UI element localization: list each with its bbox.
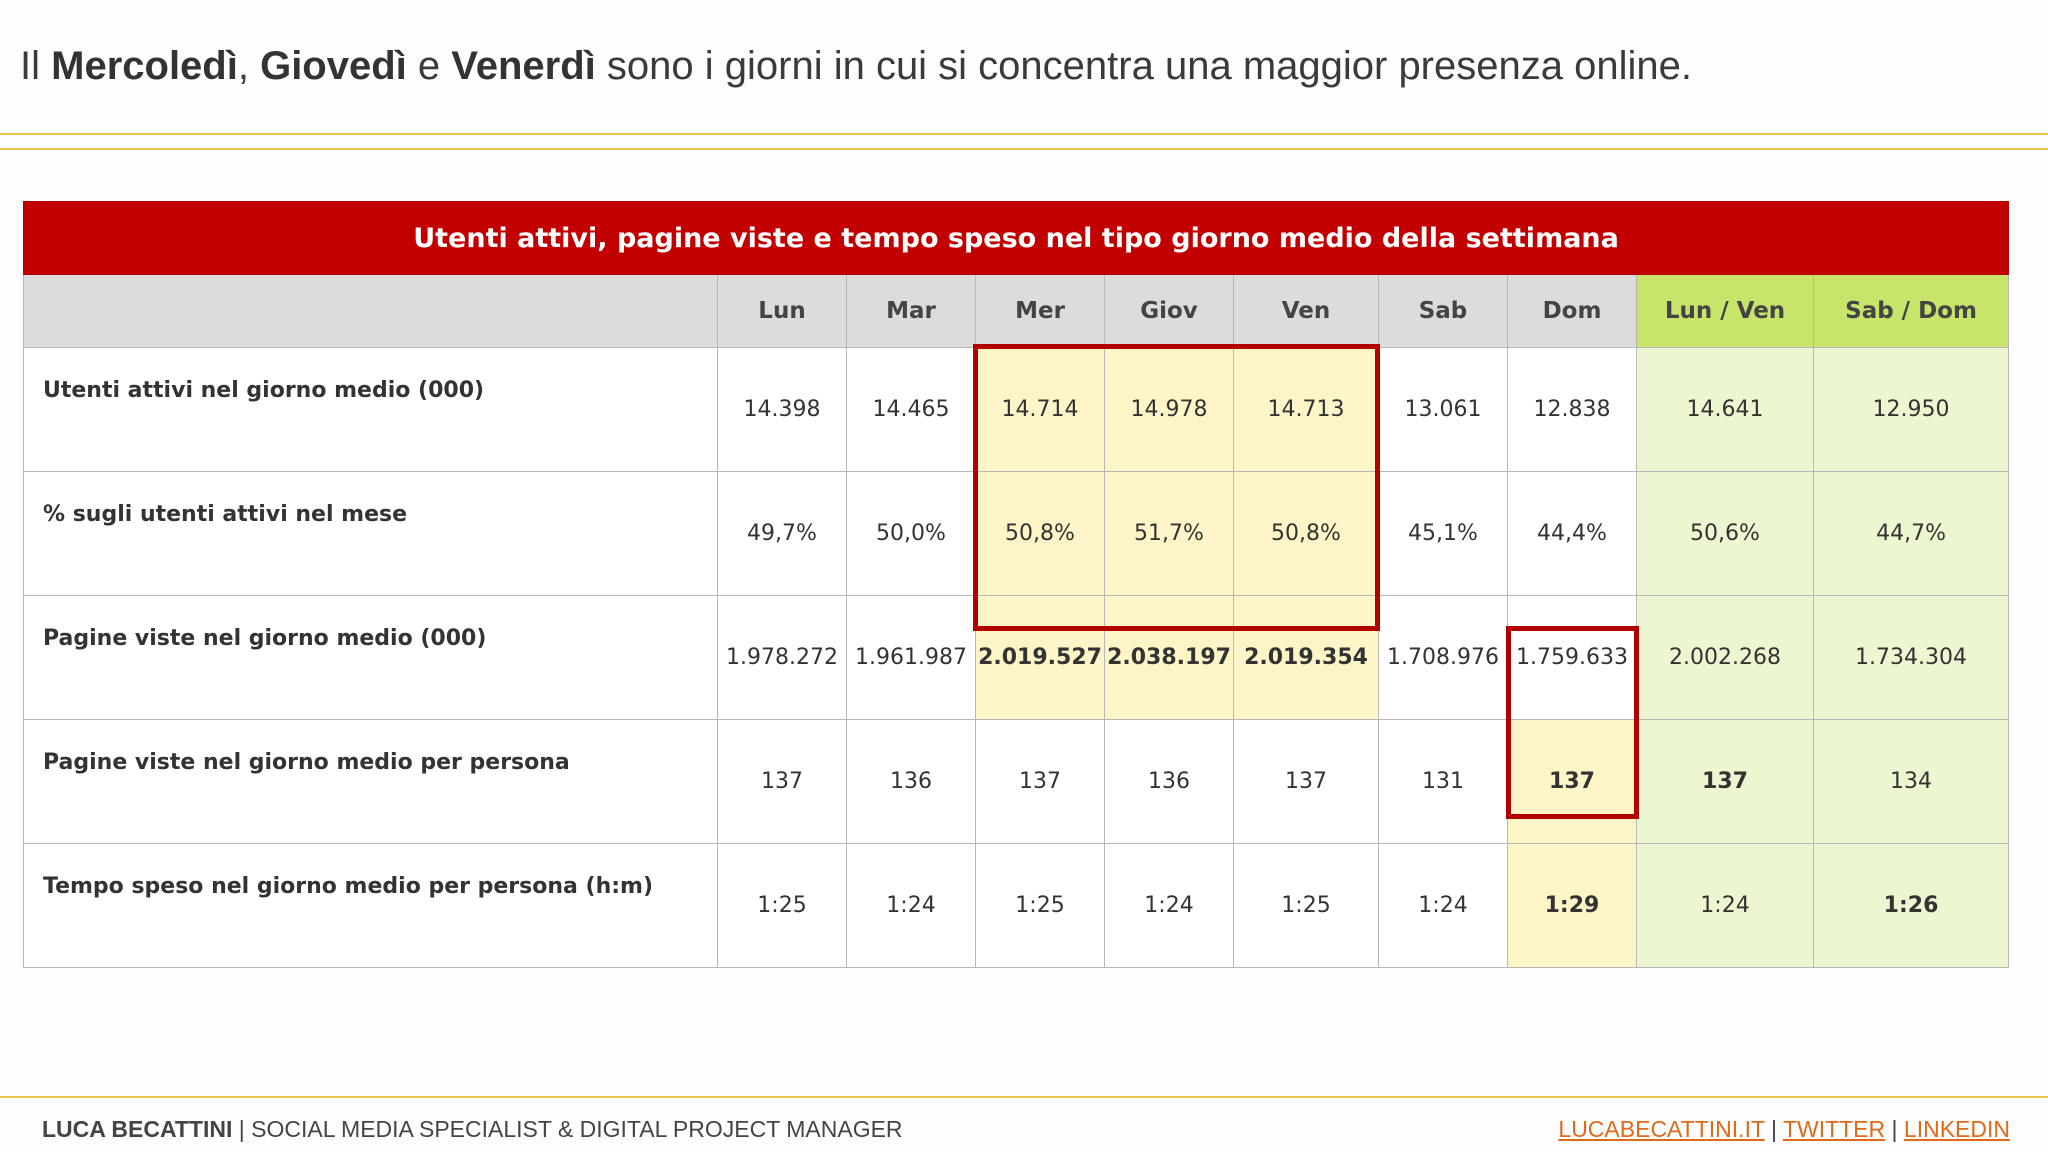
table-cell: 1:29	[1508, 844, 1637, 968]
author-role: | SOCIAL MEDIA SPECIALIST & DIGITAL PROJECT MANAGER	[232, 1116, 903, 1142]
table-cell: 1:25	[976, 844, 1105, 968]
table-cell: 44,7%	[1814, 472, 2009, 596]
table-row	[24, 720, 2009, 844]
table-cell: 49,7%	[718, 472, 847, 596]
table-cell: 134	[1814, 720, 2009, 844]
column-header: Sab	[1379, 275, 1508, 348]
table-cell: 14.641	[1637, 348, 1814, 472]
table-cell: 44,4%	[1508, 472, 1637, 596]
table-cell: 137	[976, 720, 1105, 844]
table-cell: 137	[1234, 720, 1379, 844]
table-cell: 1.978.272	[718, 596, 847, 720]
column-header-row	[24, 275, 2009, 348]
table-cell: 14.398	[718, 348, 847, 472]
table-cell: 1:25	[1234, 844, 1379, 968]
headline-text: e	[406, 44, 452, 88]
table-cell: 13.061	[1379, 348, 1508, 472]
table-cell: 1:24	[1105, 844, 1234, 968]
column-header: Mer	[976, 275, 1105, 348]
table-cell: 50,8%	[976, 472, 1105, 596]
footer-divider	[0, 1096, 2048, 1098]
table-cell: 136	[847, 720, 976, 844]
table-cell: 14.465	[847, 348, 976, 472]
table-cell: 12.838	[1508, 348, 1637, 472]
table-cell: 137	[1637, 720, 1814, 844]
column-header: Mar	[847, 275, 976, 348]
highlight-box-sunday	[1506, 626, 1639, 819]
website-link[interactable]: LUCABECATTINI.IT	[1558, 1116, 1765, 1142]
column-header: Dom	[1508, 275, 1637, 348]
table-cell: 14.714	[976, 348, 1105, 472]
headline-text: Il	[20, 44, 52, 88]
row-label: Pagine viste nel giorno medio (000)	[24, 596, 718, 720]
table-cell: 1.961.987	[847, 596, 976, 720]
table-cell: 1.708.976	[1379, 596, 1508, 720]
table-cell: 1:24	[1637, 844, 1814, 968]
row-label: % sugli utenti attivi nel mese	[24, 472, 718, 596]
table-cell: 1:25	[718, 844, 847, 968]
table-cell: 1:26	[1814, 844, 2009, 968]
table-cell: 51,7%	[1105, 472, 1234, 596]
table-cell: 1:24	[1379, 844, 1508, 968]
highlight-box-midweek	[973, 344, 1380, 631]
header-divider	[0, 148, 2048, 150]
linkedin-link[interactable]: LINKEDIN	[1903, 1116, 2010, 1142]
table-title: Utenti attivi, pagine viste e tempo speso nel tipo giorno medio della settimana	[24, 202, 2009, 275]
table-cell: 137	[718, 720, 847, 844]
column-header-summary: Lun / Ven	[1637, 275, 1814, 348]
column-header: Lun	[718, 275, 847, 348]
table-cell: 50,8%	[1234, 472, 1379, 596]
row-label: Utenti attivi nel giorno medio (000)	[24, 348, 718, 472]
headline-text: ,	[237, 44, 261, 88]
link-separator: |	[1885, 1116, 1904, 1142]
table-cell: 131	[1379, 720, 1508, 844]
row-label: Tempo speso nel giorno medio per persona (h:m)	[24, 844, 718, 968]
headline-bold-thursday: Giovedì	[260, 44, 407, 88]
footer-author	[42, 1116, 903, 1143]
table-cell: 2.038.197	[1105, 596, 1234, 720]
table-cell: 14.713	[1234, 348, 1379, 472]
column-header: Ven	[1234, 275, 1379, 348]
twitter-link[interactable]: TWITTER	[1782, 1116, 1886, 1142]
table-cell: 12.950	[1814, 348, 2009, 472]
header-divider	[0, 133, 2048, 135]
headline-bold-friday: Venerdì	[451, 44, 596, 88]
table-row	[24, 844, 2009, 968]
table-cell: 14.978	[1105, 348, 1234, 472]
column-header-blank	[24, 275, 718, 348]
table-cell: 1.734.304	[1814, 596, 2009, 720]
table-cell: 45,1%	[1379, 472, 1508, 596]
link-separator: |	[1764, 1116, 1783, 1142]
table-cell: 137	[1508, 720, 1637, 844]
table-cell: 50,6%	[1637, 472, 1814, 596]
table-cell: 136	[1105, 720, 1234, 844]
table-cell: 50,0%	[847, 472, 976, 596]
column-header: Giov	[1105, 275, 1234, 348]
table-cell: 2.019.354	[1234, 596, 1379, 720]
page-headline	[20, 44, 2020, 89]
table-cell: 1:24	[847, 844, 976, 968]
row-label: Pagine viste nel giorno medio per persona	[24, 720, 718, 844]
column-header-summary: Sab / Dom	[1814, 275, 2009, 348]
headline-bold-wednesday: Mercoledì	[51, 44, 238, 88]
table-cell: 2.002.268	[1637, 596, 1814, 720]
table-cell: 1.759.633	[1508, 596, 1637, 720]
table-cell: 2.019.527	[976, 596, 1105, 720]
headline-text: sono i giorni in cui si concentra una maggior presenza online.	[595, 44, 1692, 88]
author-name: LUCA BECATTINI	[42, 1116, 233, 1142]
footer-links	[1558, 1116, 2010, 1143]
